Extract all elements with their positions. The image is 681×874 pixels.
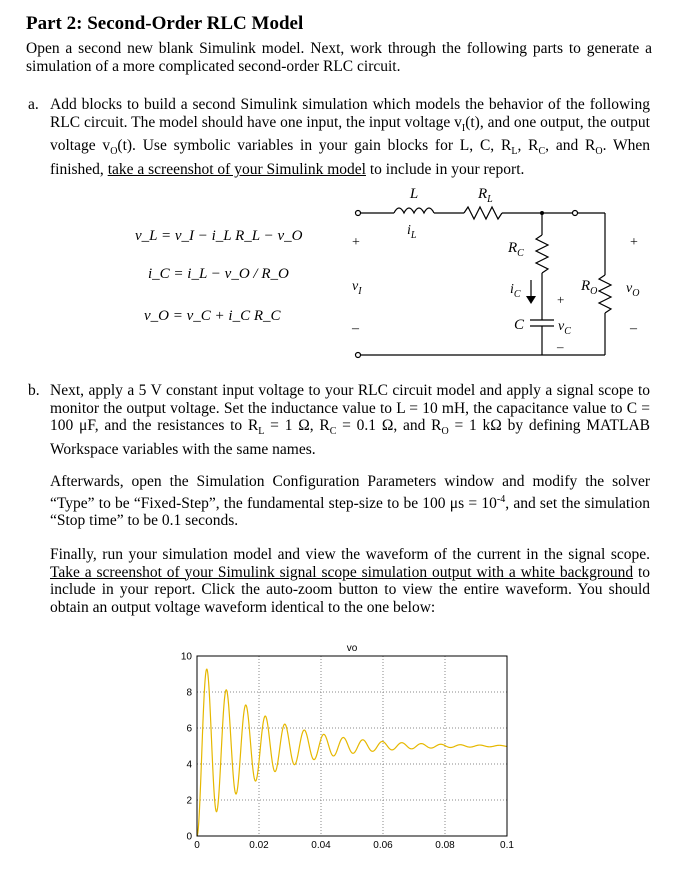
rlc-circuit-diagram [330,180,660,365]
x-tick-label: 0.06 [373,840,393,851]
y-tick-label: 4 [186,759,192,771]
x-tick-label: 0.1 [500,840,514,851]
equation-vo: v_O = v_C + i_C R_C [144,308,281,324]
y-tick-label: 6 [186,723,192,735]
output-terminal-top [573,211,578,216]
page-title: Part 2: Second-Order RLC Model [26,13,304,34]
part-a-paragraph: Add blocks to build a second Simulink simulation which models the behavior of the following RLC circuit. The model should have one input, the input voltage $v_I(t)$, and one output, the output voltage $v_O(t)$. Use symbolic variables in your gain blocks for L, C, $R_L$, $R_C$, and $R_O$. When finished, take a screenshot of your Simulink model to include in your report. [50,96,651,178]
vo-minus: – [630,321,637,336]
x-tick-label: 0 [194,840,200,851]
vc-label: $v_C$ [558,319,571,337]
vc-minus: – [557,339,564,354]
rc-label: $R_C$ [508,240,524,259]
equation-vl: v_L = v_I − i_L R_L − v_O [135,228,303,244]
y-tick-label: 10 [180,651,192,663]
vo-plus: + [630,235,638,250]
scope-plot [160,638,530,858]
vo-label: $v_O$ [626,281,640,299]
equation-ic: i_C = i_L − v_O / R_O [148,266,289,282]
x-tick-label: 0.08 [435,840,455,851]
resistor-rc-symbol [536,235,548,273]
vc-plus: + [557,292,565,307]
resistor-ro-symbol [599,275,611,313]
vi-minus: – [352,321,359,336]
chart-title: vo [346,643,358,654]
resistor-rl-symbol [464,207,502,219]
plot-axes-frame [197,656,507,836]
series-vo-line [197,669,507,836]
part-b-label: b. [28,382,40,399]
junction-node [540,211,544,215]
ro-label: $R_O$ [581,278,598,297]
vi-label: $v_I$ [352,279,362,297]
x-tick-label: 0.04 [311,840,331,851]
inductor-label: L [409,186,419,202]
ic-label: $i_C$ [510,282,521,300]
input-terminal-top [356,211,361,216]
capacitor-label: C [514,317,525,333]
input-terminal-bottom [356,353,361,358]
part-a-underlined: take a screenshot of your Simulink model [107,160,366,178]
inductor-symbol [394,208,434,213]
part-b-paragraph-2: Afterwards, open the Simulation Configuration Parameters window and modify the solver “Type” to be “Fixed-Step”, the fundamental step-size to be 100 $\mu s = 10^{-4}$, and set the simulation “Stop time” to be 0.1 seconds. [50,473,650,530]
part-b-underlined: Take a screenshot of your Simulink signal scope simulation output with a white background [50,563,634,581]
y-tick-label: 0 [186,831,192,843]
y-tick-label: 2 [186,795,192,807]
x-tick-label: 0.02 [249,840,269,851]
il-label: $i_L$ [407,223,417,241]
intro-paragraph: Open a second new blank Simulink model. Next, work through the following parts to generate a simulation of a more complicated second-order RLC circuit. [26,40,652,75]
vi-plus: + [352,235,360,250]
rl-label: $R_L$ [478,186,493,205]
part-b-paragraph-1: Next, apply a 5 V constant input voltage to your RLC circuit model and apply a signal scope to monitor the output voltage. Set the inductance value to L = 10 mH, the capacitance value to C = 100 μF, and the resistances to $R_L = 1$ Ω, $R_C = 0.1$ Ω, and $R_O = 1$ kΩ by defining MATLAB Workspace variables with the same names. [50,382,650,458]
part-b-paragraph-3: Finally, run your simulation model and view the waveform of the current in the signal scope. Take a screenshot of your Simulink signal scope simulation output with a white background to include in your report. Click the auto-zoom button to view the entire waveform. You should obtain an output voltage waveform identical to the one below: [50,546,651,616]
part-a-label: a. [28,96,39,113]
y-tick-label: 8 [186,687,192,699]
